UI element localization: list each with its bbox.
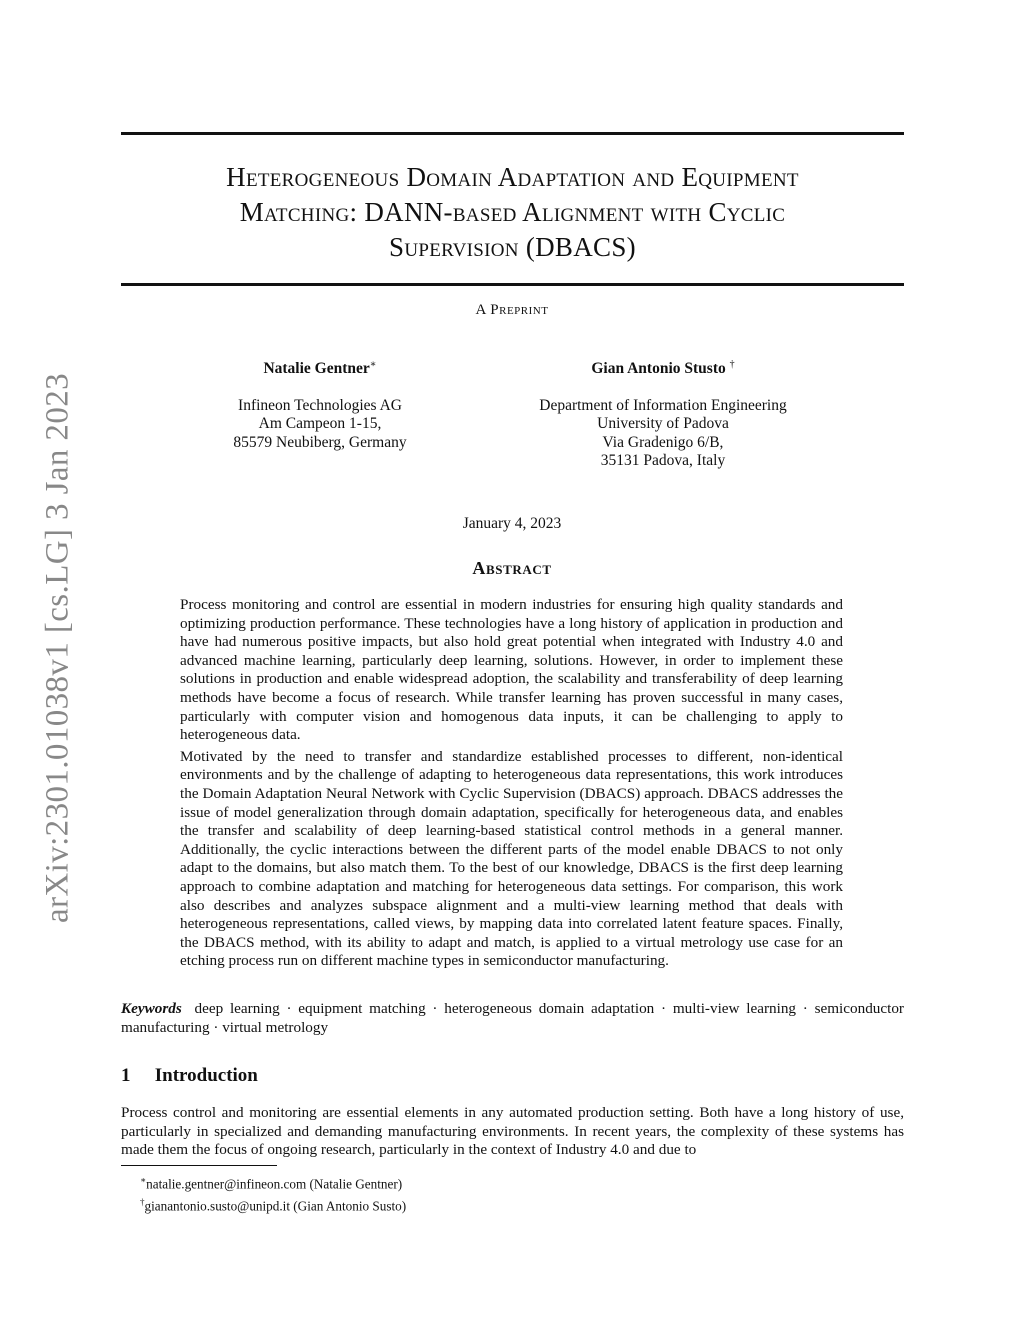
title-line-3: Supervision (DBACS)	[389, 232, 636, 262]
footnote-rule	[121, 1165, 277, 1166]
affiliation-line: Infineon Technologies AG	[238, 396, 402, 414]
author-block-2	[513, 356, 813, 471]
abstract-heading: Abstract	[472, 558, 552, 578]
abstract-paragraph-1: Process monitoring and control are essential in modern industries for ensuring high quality standards and optimizing production performance. These technologies have a long history of application in production and have had numerous positive impacts, but also hold great potential when integrated with Industry 4.0 and advanced machine learning, particularly deep learning, solutions. However, in order to implement these solutions in production and enable widespread adoption, the scalability and transferability of deep learning methods have become a focus of research. While transfer learning has proven successful in many cases, particularly with computer vision and homogenous data inputs, it can be challenging to apply to heterogeneous data.	[180, 596, 843, 744]
affiliation-line: 85579 Neubiberg, Germany	[233, 433, 407, 451]
keywords	[121, 1000, 904, 1037]
title-bottom-rule	[121, 283, 904, 286]
introduction-paragraph: Process control and monitoring are essential elements in any automated production setting. Both have a long history of use, particularly in specialized and demanding manufacturing environments. In recent years, the complexity of these systems has made them the focus of ongoing research, particularly in the context of Industry 4.0 and due to	[121, 1104, 904, 1159]
paper-title	[121, 160, 904, 265]
author-name: Gian Antonio Stusto †	[591, 359, 735, 378]
keywords-label: Keywords	[121, 1000, 182, 1017]
affiliation-line: Via Gradenigo 6/B,	[602, 433, 724, 451]
footnote-1: ∗natalie.gentner@infineon.com (Natalie Gentner)	[140, 1175, 403, 1192]
affiliation-line: Department of Information Engineering	[539, 396, 787, 414]
footnote-2: †gianantonio.susto@unipd.it (Gian Antonio Susto)	[140, 1197, 407, 1214]
author-block-1	[200, 356, 440, 452]
title-line-2: Matching: DANN-based Alignment with Cyclic	[239, 197, 786, 227]
title-top-rule	[121, 132, 904, 135]
abstract-body	[180, 596, 843, 974]
author-name: Natalie Gentner∗	[263, 359, 377, 378]
abstract-paragraph-2: Motivated by the need to transfer and standardize established processes to different, non-identical environments and by the challenge of adapting to heterogeneous data representations, this work introduces the Domain Adaptation Neural Network with Cyclic Supervision (DBACS) approach. DBACS addresses the issue of model generalization through domain adaptation, specifically for heterogeneous data, and enables the transfer and scalability of deep learning-based statistical control methods in a general manner. Additionally, the cyclic interactions between the different parts of the model enable DBACS to not only adapt to the domains, but also match them. To the best of our knowledge, DBACS is the first deep learning approach to combine adaptation and matching for heterogeneous data settings. For comparison, this work also describes and analyzes subspace alignment and a multi-view learning method that deals with heterogeneous representations, called views, by mapping data into correlated latent feature spaces. Finally, the DBACS method, with its ability to adapt and match, is applied to a virtual metrology use case for an etching process run on different machine types in semiconductor manufacturing.	[180, 747, 843, 970]
preprint-label: A Preprint	[475, 302, 549, 318]
arxiv-identifier: arXiv:2301.01038v1 [cs.LG] 3 Jan 2023	[39, 372, 76, 924]
title-line-1: Heterogeneous Domain Adaptation and Equipment	[226, 162, 799, 192]
affiliation-line: University of Padova	[597, 415, 729, 433]
publication-date: January 4, 2023	[462, 515, 562, 532]
section-title: Introduction	[154, 1065, 258, 1086]
footnotes	[140, 1171, 406, 1216]
section-heading-introduction	[121, 1065, 258, 1087]
section-number: 1	[121, 1065, 131, 1086]
affiliation-line: Am Campeon 1-15,	[258, 415, 382, 433]
affiliation-line: 35131 Padova, Italy	[600, 452, 726, 470]
keywords-list: deep learning · equipment matching · heterogeneous domain adaptation · multi-view learning · semiconductor manufacturing · virtual metrology	[121, 1000, 904, 1036]
